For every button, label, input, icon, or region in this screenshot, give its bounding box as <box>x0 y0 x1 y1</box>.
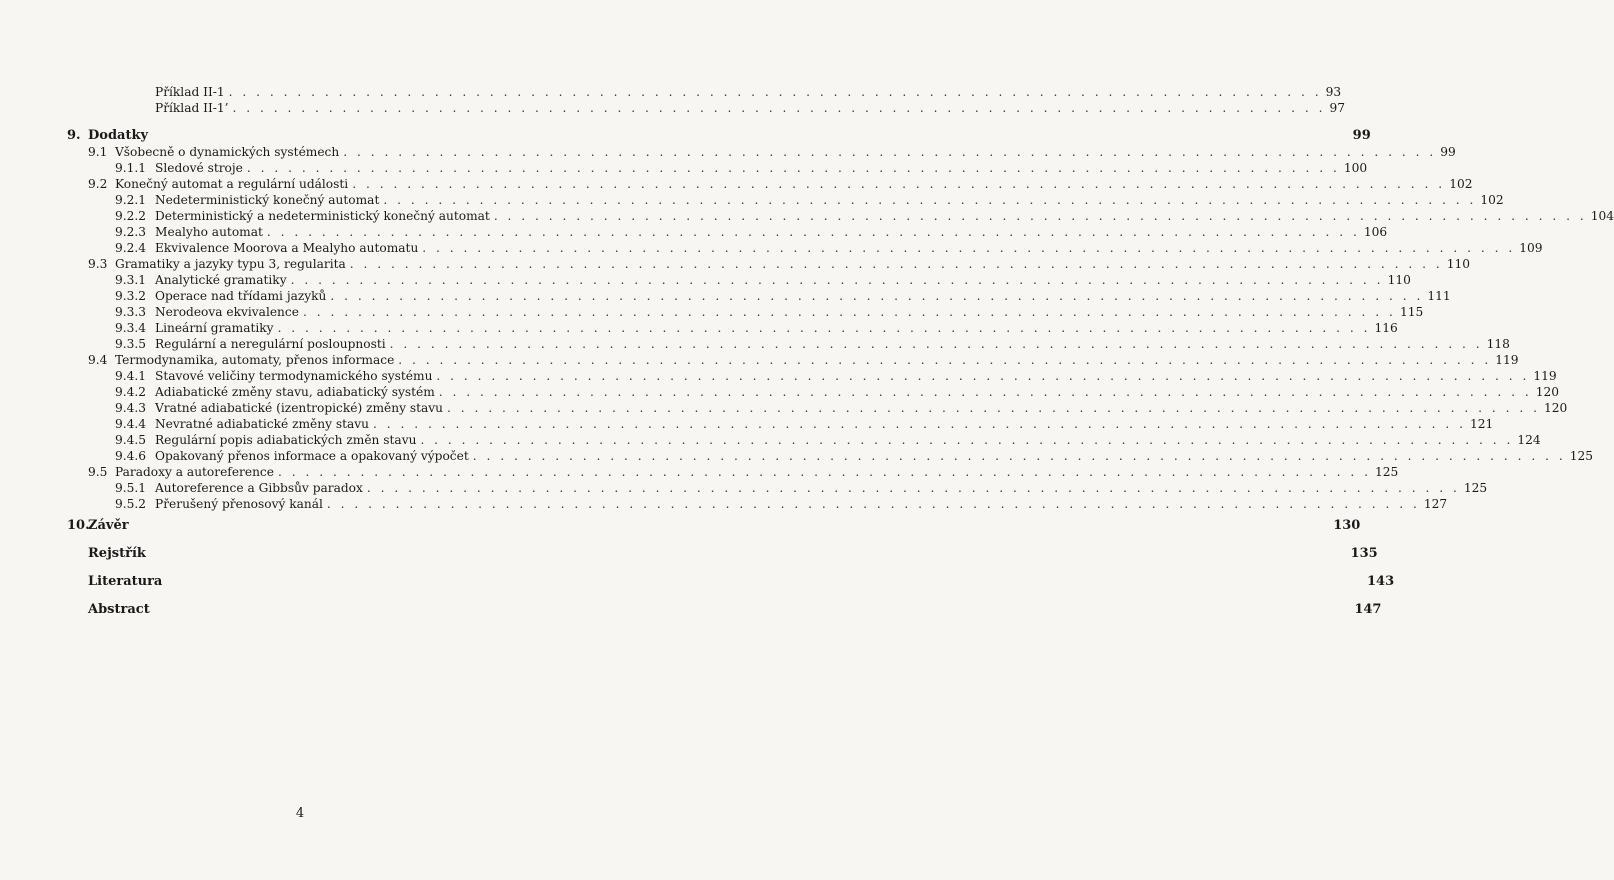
toc-entry[interactable] <box>115 384 1560 400</box>
toc-entry-page: 120 <box>1544 401 1568 415</box>
toc-entry-page: 127 <box>1423 497 1448 511</box>
toc-entry-page: 93 <box>1325 85 1342 99</box>
toc-entry-page: 124 <box>1517 433 1541 447</box>
toc-entry-page: 99 <box>1352 128 1371 143</box>
dot-leader: . . . . . . . . . . . . . . . . . . . . . . . . . . . . . . . . . . . . . . . . . . . . . . . . . . . . . . . . . . . . . . . . . . . . . . . . . . . . . . . . <box>290 273 1384 287</box>
toc-entry-number: 9.2.4 <box>115 241 147 255</box>
toc-entry-page: 143 <box>1366 574 1395 589</box>
toc-entry-title: Sledové stroje <box>155 161 243 175</box>
toc-entry-number: 9.5.2 <box>115 497 147 511</box>
toc-entry-title: Mealyho automat <box>155 225 263 239</box>
toc-entry-number: 9.3 <box>88 257 108 271</box>
toc-entry[interactable] <box>115 304 1424 320</box>
toc-entry-number: 9.5 <box>88 465 108 479</box>
toc-entry-title: Deterministický a nedeterministický konečný automat <box>155 209 490 223</box>
toc-entry-page: 97 <box>1329 101 1346 115</box>
toc-entry-page: 119 <box>1533 369 1557 383</box>
toc-entry-number: 9.4.5 <box>115 433 147 447</box>
dot-leader: . . . . . . . . . . . . . . . . . . . . . . . . . . . . . . . . . . . . . . . . . . . . . . . . . . . . . . . . . . . . . . . . . . . . . . . . . . . . . . . . <box>398 353 1492 367</box>
toc-entry[interactable] <box>115 208 1614 224</box>
dot-leader: . . . . . . . . . . . . . . . . . . . . . . . . . . . . . . . . . . . . . . . . . . . . . . . . . . . . . . . . . . . . . . . . . . . . . . . . . . . . . . . . <box>422 241 1516 255</box>
dot-leader: . . . . . . . . . . . . . . . . . . . . . . . . . . . . . . . . . . . . . . . . . . . . . . . . . . . . . . . . . . . . . . . . . . . . . . . . . . . . . . . . <box>366 481 1460 495</box>
dot-leader: . . . . . . . . . . . . . . . . . . . . . . . . . . . . . . . . . . . . . . . . . . . . . . . . . . . . . . . . . . . . . . . . . . . . . . . . . . . . . . . . <box>438 385 1532 399</box>
toc-entry-title: Analytické gramatiky <box>155 273 287 287</box>
toc-entry-title: Abstract <box>88 602 150 617</box>
toc-entry-title: Operace nad třídami jazyků <box>155 289 327 303</box>
toc-entry[interactable] <box>67 128 1371 144</box>
dot-leader: . . . . . . . . . . . . . . . . . . . . . . . . . . . . . . . . . . . . . . . . . . . . . . . . . . . . . . . . . . . . . . . . . . . . . . . . . . . . . . . . <box>389 337 1483 351</box>
toc-entry-title: Příklad II-1 <box>155 85 225 99</box>
toc-entry-title: Adiabatické změny stavu, adiabatický systém <box>155 385 435 399</box>
dot-leader: . . . . . . . . . . . . . . . . . . . . . . . . . . . . . . . . . . . . . . . . . . . . . . . . . . . . . . . . . . . . . . . . . . . . . . . . . . . . . . . . <box>277 465 1371 479</box>
dot-leader: . . . . . . . . . . . . . . . . . . . . . . . . . . . . . . . . . . . . . . . . . . . . . . . . . . . . . . . . . . . . . . . . . . . . . . . . . . . . . . . . <box>266 225 1360 239</box>
toc-entry-page: 115 <box>1399 305 1424 319</box>
toc-entry-number: 9.1 <box>88 145 108 159</box>
toc-entry-page: 102 <box>1480 193 1504 207</box>
toc-entry-title: Přerušený přenosový kanál <box>155 497 323 511</box>
toc-entry-page: 119 <box>1495 353 1519 367</box>
toc-entry-number: 10. <box>67 518 90 533</box>
toc-entry-title: Rejstřík <box>88 546 146 561</box>
dot-leader: . . . . . . . . . . . . . . . . . . . . . . . . . . . . . . . . . . . . . . . . . . . . . . . . . . . . . . . . . . . . . . . . . . . . . . . . . . . . . . . . <box>493 209 1587 223</box>
toc-entry[interactable] <box>115 224 1388 240</box>
toc-entry-page: 106 <box>1363 225 1388 239</box>
toc-entry-number: 9.2 <box>88 177 108 191</box>
toc-entry-number: 9.2.1 <box>115 193 147 207</box>
toc-entry[interactable] <box>115 336 1510 352</box>
toc-entry-page: 130 <box>1333 518 1361 533</box>
toc-entry-number: 9.3.3 <box>115 305 147 319</box>
toc-entry-page: 118 <box>1486 337 1510 351</box>
toc-entry-number: 9.4.6 <box>115 449 147 463</box>
toc-entry-page: 125 <box>1374 465 1399 479</box>
toc-entry-title: Všobecně o dynamických systémech <box>115 145 340 159</box>
dot-leader: . . . . . . . . . . . . . . . . . . . . . . . . . . . . . . . . . . . . . . . . . . . . . . . . . . . . . . . . . . . . . . . . . . . . . . . . . . . . . . . . <box>246 161 1340 175</box>
toc-entry-title: Nedeterministický konečný automat <box>155 193 380 207</box>
toc-entry[interactable] <box>88 176 1473 192</box>
dot-leader: . . . . . . . . . . . . . . . . . . . . . . . . . . . . . . . . . . . . . . . . . . . . . . . . . . . . . . . . . . . . . . . . . . . . . . . . . . . . . . . . <box>352 177 1446 191</box>
toc-entry-number: 9.4 <box>88 353 108 367</box>
toc-entry-page: 100 <box>1343 161 1368 175</box>
dot-leader: . . . . . . . . . . . . . . . . . . . . . . . . . . . . . . . . . . . . . . . . . . . . . . . . . . . . . . . . . . . . . . . . . . . . . . . . . . . . . . . . <box>472 449 1566 463</box>
toc-entry-title: Lineární gramatiky <box>155 321 274 335</box>
toc-entry-page: 125 <box>1569 449 1593 463</box>
toc-entry-page: 121 <box>1470 417 1494 431</box>
dot-leader: . . . . . . . . . . . . . . . . . . . . . . . . . . . . . . . . . . . . . . . . . . . . . . . . . . . . . . . . . . . . . . . . . . . . . . . . . . . . . . . . <box>343 145 1437 159</box>
toc-entry-number: 9.3.4 <box>115 321 147 335</box>
toc-entry-page: 110 <box>1446 257 1471 271</box>
toc-entry-page: 102 <box>1449 177 1473 191</box>
dot-leader: . . . . . . . . . . . . . . . . . . . . . . . . . . . . . . . . . . . . . . . . . . . . . . . . . . . . . . . . . . . . . . . . . . . . . . . . . . . . . . . . <box>420 433 1514 447</box>
dot-leader: . . . . . . . . . . . . . . . . . . . . . . . . . . . . . . . . . . . . . . . . . . . . . . . . . . . . . . . . . . . . . . . . . . . . . . . . . . . . . . . . <box>373 417 1467 431</box>
toc-entry-page: 111 <box>1427 289 1451 303</box>
dot-leader: . . . . . . . . . . . . . . . . . . . . . . . . . . . . . . . . . . . . . . . . . . . . . . . . . . . . . . . . . . . . . . . . . . . . . . . . . . . . . . . . <box>302 305 1396 319</box>
toc-entry-title: Závěr <box>88 518 129 533</box>
toc-entry-title: Ekvivalence Moorova a Mealyho automatu <box>155 241 419 255</box>
toc-entry-title: Dodatky <box>88 128 149 143</box>
toc-entry[interactable] <box>115 448 1593 464</box>
dot-leader: . . . . . . . . . . . . . . . . . . . . . . . . . . . . . . . . . . . . . . . . . . . . . . . . . . . . . . . . . . . . . . . . . . . . . . . . . . . . . . . . <box>436 369 1530 383</box>
toc-entry-title: Paradoxy a autoreference <box>115 465 274 479</box>
toc-entry[interactable] <box>88 602 1382 618</box>
toc-entry[interactable] <box>88 464 1399 480</box>
toc-entry-number: 9.3.5 <box>115 337 147 351</box>
toc-entry-title: Regulární a neregulární posloupnosti <box>155 337 386 351</box>
dot-leader: . . . . . . . . . . . . . . . . . . . . . . . . . . . . . . . . . . . . . . . . . . . . . . . . . . . . . . . . . . . . . . . . . . . . . . . . . . . . . . . . <box>232 101 1326 115</box>
toc-entry-title: Termodynamika, automaty, přenos informace <box>115 353 395 367</box>
toc-entry[interactable] <box>88 256 1471 272</box>
toc-entry-title: Nerodeova ekvivalence <box>155 305 299 319</box>
toc-entry-number: 9.4.2 <box>115 385 147 399</box>
toc-entry[interactable] <box>155 84 1342 100</box>
toc-entry-page: 147 <box>1354 602 1382 617</box>
toc-entry[interactable] <box>115 368 1557 384</box>
toc-entry-title: Nevratné adiabatické změny stavu <box>155 417 370 431</box>
toc-entry-number: 9.3.2 <box>115 289 147 303</box>
toc-entry-page: 125 <box>1463 481 1488 495</box>
toc-entry-page: 120 <box>1535 385 1560 399</box>
toc-entry-page: 104 <box>1590 209 1614 223</box>
toc-entry-title: Gramatiky a jazyky typu 3, regularita <box>115 257 346 271</box>
toc-entry-number: 9.4.4 <box>115 417 147 431</box>
toc-entry-title: Stavové veličiny termodynamického systému <box>155 369 433 383</box>
toc-entry[interactable] <box>115 192 1504 208</box>
toc-entry-title: Konečný automat a regulární události <box>115 177 349 191</box>
toc-entry[interactable] <box>115 288 1451 304</box>
toc-entry[interactable] <box>115 160 1368 176</box>
toc-entry-number: 9.1.1 <box>115 161 147 175</box>
dot-leader: . . . . . . . . . . . . . . . . . . . . . . . . . . . . . . . . . . . . . . . . . . . . . . . . . . . . . . . . . . . . . . . . . . . . . . . . . . . . . . . . <box>326 497 1420 511</box>
toc-entry-title: Vratné adiabatické (izentropické) změny stavu <box>155 401 444 415</box>
dot-leader: . . . . . . . . . . . . . . . . . . . . . . . . . . . . . . . . . . . . . . . . . . . . . . . . . . . . . . . . . . . . . . . . . . . . . . . . . . . . . . . . <box>383 193 1477 207</box>
toc-entry[interactable] <box>115 272 1411 288</box>
toc-entry[interactable] <box>115 320 1398 336</box>
toc-entry[interactable] <box>88 352 1519 368</box>
toc-entry-page: 99 <box>1440 145 1456 159</box>
toc-entry-title: Regulární popis adiabatických změn stavu <box>155 433 417 447</box>
dot-leader: . . . . . . . . . . . . . . . . . . . . . . . . . . . . . . . . . . . . . . . . . . . . . . . . . . . . . . . . . . . . . . . . . . . . . . . . . . . . . . . . <box>277 321 1371 335</box>
toc-entry[interactable] <box>115 240 1543 256</box>
page-number: 4 <box>295 806 305 821</box>
toc-entry-number: 9. <box>67 128 81 143</box>
dot-leader: . . . . . . . . . . . . . . . . . . . . . . . . . . . . . . . . . . . . . . . . . . . . . . . . . . . . . . . . . . . . . . . . . . . . . . . . . . . . . . . . <box>349 257 1443 271</box>
toc-entry[interactable] <box>88 144 1456 160</box>
toc-entry[interactable] <box>115 480 1488 496</box>
toc-entry-page: 110 <box>1387 273 1411 287</box>
toc-entry-title: Literatura <box>88 574 163 589</box>
toc-entry-number: 9.2.3 <box>115 225 147 239</box>
dot-leader: . . . . . . . . . . . . . . . . . . . . . . . . . . . . . . . . . . . . . . . . . . . . . . . . . . . . . . . . . . . . . . . . . . . . . . . . . . . . . . . . <box>228 85 1322 99</box>
toc-entry[interactable] <box>115 416 1494 432</box>
toc-entry-page: 109 <box>1519 241 1543 255</box>
dot-leader: . . . . . . . . . . . . . . . . . . . . . . . . . . . . . . . . . . . . . . . . . . . . . . . . . . . . . . . . . . . . . . . . . . . . . . . . . . . . . . . . <box>330 289 1424 303</box>
toc-entry[interactable] <box>67 518 1361 534</box>
toc-entry-number: 9.3.1 <box>115 273 147 287</box>
dot-leader: . . . . . . . . . . . . . . . . . . . . . . . . . . . . . . . . . . . . . . . . . . . . . . . . . . . . . . . . . . . . . . . . . . . . . . . . . . . . . . . . <box>447 401 1541 415</box>
toc-entry[interactable] <box>155 100 1346 116</box>
toc-entry[interactable] <box>115 400 1568 416</box>
toc-entry[interactable] <box>88 574 1395 590</box>
toc-entry-number: 9.4.1 <box>115 369 147 383</box>
toc-entry[interactable] <box>88 546 1378 562</box>
toc-entry-number: 9.5.1 <box>115 481 147 495</box>
toc-entry-page: 116 <box>1374 321 1398 335</box>
toc-entry-title: Opakovaný přenos informace a opakovaný výpočet <box>155 449 469 463</box>
toc-entry-title: Autoreference a Gibbsův paradox <box>155 481 363 495</box>
toc-entry-number: 9.4.3 <box>115 401 147 415</box>
toc-entry-number: 9.2.2 <box>115 209 147 223</box>
toc-entry[interactable] <box>115 496 1448 512</box>
toc-entry-title: Příklad II-1’ <box>155 101 229 115</box>
toc-entry[interactable] <box>115 432 1541 448</box>
toc-entry-page: 135 <box>1350 546 1378 561</box>
